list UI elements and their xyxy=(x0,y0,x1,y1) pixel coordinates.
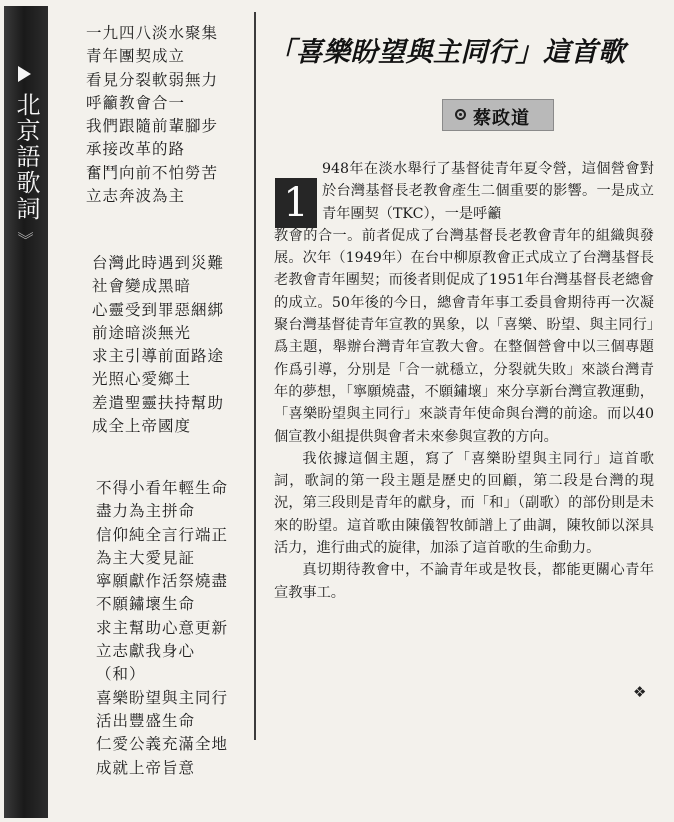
lyric-line: 仁愛公義充滿全地 xyxy=(96,735,229,754)
bullet-circle-icon xyxy=(455,109,466,120)
lyrics-stanza-3 xyxy=(96,477,228,780)
lyric-line: 光照心愛鄉土 xyxy=(92,370,192,389)
lyric-line: 一九四八淡水聚集 xyxy=(86,24,219,42)
author-byline xyxy=(442,99,554,131)
lyric-line: 奮鬥向前不怕勞苦 xyxy=(86,163,219,182)
end-mark-icon: ❖ xyxy=(633,683,647,701)
lyric-line: 社會變成黑暗 xyxy=(92,277,192,296)
lyric-line: 求主引導前面路途 xyxy=(92,347,225,366)
lyrics-stanza-2 xyxy=(92,252,224,438)
drop-cap: 1 xyxy=(275,178,317,228)
lyric-line: 我們跟隨前輩腳步 xyxy=(86,117,219,136)
lyric-line: 青年團契成立 xyxy=(86,47,186,66)
lyric-line: 承接改革的路 xyxy=(86,140,186,159)
lyric-line: 成就上帝旨意 xyxy=(96,758,196,777)
lyric-line: 立志獻我身心 xyxy=(96,642,196,661)
article-headline: 「喜樂盼望與主同行」這首歌 xyxy=(268,37,626,68)
lyric-line: 寧願獻作活祭燒盡 xyxy=(96,572,229,591)
lyric-line: 求主幫助心意更新 xyxy=(96,618,229,637)
lyric-line: 信仰純全言行端正 xyxy=(96,525,229,544)
lyric-line: 盡力為主拼命 xyxy=(96,502,196,521)
lyric-line: 心靈受到罪惡綑綁 xyxy=(92,300,225,319)
lyric-line: 前途暗淡無光 xyxy=(92,323,192,342)
lyric-line: 看見分裂軟弱無力 xyxy=(86,70,219,89)
lyric-line: 成全上帝國度 xyxy=(92,417,192,436)
triangle-right-icon xyxy=(18,66,31,82)
lyric-line: 為主大愛見証 xyxy=(96,548,196,567)
paragraph-rest: 教會的合一。前者促成了台灣基督長老教會青年的組織與發展。次年（1949年）在台中柳原教會正式成立了台灣基督長老教會青年團契；而後者則促成了1951年台灣基督長老總會的成立。50年後的今日，總會青年事工委員會期待再一次凝聚台灣基督徒青年宣教的異象，以「喜樂、盼望、與主同行」爲主題，舉辦台灣青年宣教大會。在整個營會中以三個專題作爲引導，分別是「合一就穩立，分裂就失敗」來談台灣青年的夢想，「寧願燒盡，不願鏽壞」來分享新台灣宣教運動，「喜樂盼望與主同行」來談青年使命與台灣的前途。而以40個宣教小組提供與會者未來參與宣教的方向。 xyxy=(274,227,654,445)
lyric-line: 喜樂盼望與主同行 xyxy=(96,688,229,707)
lyric-line: 差遣聖靈扶持幫助 xyxy=(92,393,225,412)
lyric-line: 活出豐盛生命 xyxy=(96,711,196,730)
lyric-line: 台灣此時遇到災難 xyxy=(92,254,225,272)
article-paragraph-2: 我依據這個主題，寫了「喜樂盼望與主同行」這首歌詞，歌詞的第一段主題是歷史的回顧，第二段是台灣的現況，第三段則是青年的獻身，而「和」（副歌）的部份則是未來的盼望。這首歌由陳儀智牧師譜上了曲調，陳牧師以深具活力，進行曲式的旋律，加添了這首歌的生命動力。 xyxy=(274,450,654,557)
column-banner xyxy=(4,6,48,818)
lyric-chorus-marker: （和） xyxy=(96,665,146,684)
banner-title: 北京語歌詞 xyxy=(12,92,40,222)
article-body xyxy=(274,158,654,604)
lyric-line: 不得小看年輕生命 xyxy=(96,479,229,497)
article-paragraph-1 xyxy=(274,158,654,448)
article-paragraph-3: 真切期待教會中，不論青年或是牧長，都能更關心青年宣教事工。 xyxy=(274,562,654,601)
lyric-line: 不願鏽壞生命 xyxy=(96,595,196,614)
chevron-down-icon: 》 xyxy=(15,231,35,248)
paragraph-lead: 948年在淡水舉行了基督徒青年夏令營，這個營會對於台灣基督長老教會產生二個重要的影響。一是成立青年團契（TKC），一是呼籲 xyxy=(322,161,654,222)
lyrics-stanza-1 xyxy=(86,22,218,208)
author-name: 蔡政道 xyxy=(473,108,530,129)
lyric-line: 呼籲教會合一 xyxy=(86,93,186,112)
lyric-line: 立志奔波為主 xyxy=(86,187,186,206)
column-divider xyxy=(254,12,256,740)
